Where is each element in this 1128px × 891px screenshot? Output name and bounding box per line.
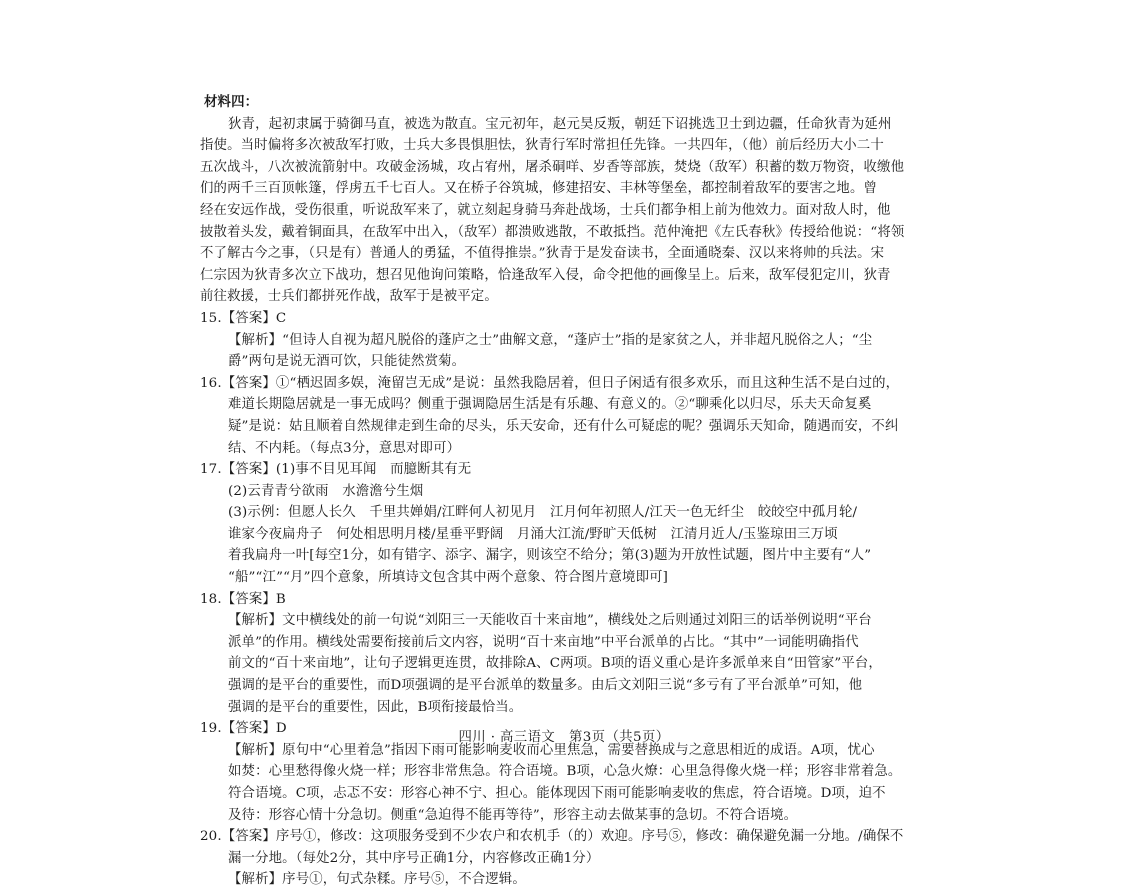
q17-answer-line: 17.【答案】(1)事不目见耳闻 而臆断其有无 [200,462,472,478]
material-4-line: 披散着头发，戴着铜面具，在敌军中出入，（敌军）都溃败逃散，不敢抵挡。范仲淹把《左氏春秋》传授给他说：“将领 [200,224,905,240]
q17-answer-line: 谁家今夜扁舟子 何处相思明月楼/星垂平野阔 月涌大江流/野旷天低树 江清月近人/玉鉴琼田三万顷 [228,526,838,542]
q15-analysis-line: 【解析】“但诗人自视为超凡脱俗的蓬庐之士”曲解文意，“蓬庐士”指的是家贫之人，并非超凡脱俗之人；“尘 [228,332,873,348]
q19-analysis-line: 【解析】原句中“心里着急”指因下雨可能影响麦收而心里焦急，需要替换成与之意思相近的成语。A项，忧心 [228,742,875,758]
q18-analysis-line: 派单”的作用。横线处需要衔接前后文内容，说明“百十来亩地”中平台派单的占比。“其中”一词能明确指代 [228,634,859,650]
q18-analysis-line: 【解析】文中横线处的前一句说“刘阳三一天能收百十来亩地”，横线处之后则通过刘阳三的话举例说明“平台 [228,613,872,629]
q20-analysis-line: 【解析】序号①，句式杂糅。序号⑤，不合逻辑。 [228,872,526,888]
material-4-line: 指使。当时偏将多次被敌军打败，士兵大多畏惧胆怯，狄青行军时常担任先锋。一共四年，（他）前后经历大小二十 [200,138,884,154]
q20-answer-line: 20.【答案】序号①，修改：这项服务受到不少农户和农机手（的）欢迎。序号⑤，修改：确保避免漏一分地。/确保不 [200,829,904,845]
q19-answer: 19.【答案】D [200,721,287,737]
q16-answer-line: 疑”是说：姑且顺着自然规律走到生命的尽头，乐天安命，还有什么可疑虑的呢？强调乐天知命，随遇而安，不纠 [228,418,899,434]
q18-analysis-line: 前文的“百十来亩地”，让句子逻辑更连贯，故排除A、C两项。B项的语义重心是许多派单来自“田管家”平台， [228,656,882,672]
q18-analysis-line: 强调的是平台的重要性，因此，B项衔接最恰当。 [228,699,523,715]
q17-answer-line: (3)示例：但愿人长久 千里共婵娟/江畔何人初见月 江月何年初照人/江天一色无纤尘 皎皎空中孤月轮/ [228,505,858,521]
material-4-line: 狄青，起初隶属于骑御马直，被选为散直。宝元初年，赵元昊反叛，朝廷下诏挑选卫士到边疆，任命狄青为延州 [228,116,892,132]
page-footer: 四川 · 高三语文 第3页（共5页） [458,730,670,745]
q19-analysis-line: 符合语境。C项，忐忑不安：形容心神不宁、担心。能体现因下雨可能影响麦收的焦虑，符合语境。D项，迫不 [228,786,886,801]
q19-analysis-line: 及待：形容心情十分急切。侧重“急迫得不能再等待”，形容主动去做某事的急切。不符合语境。 [228,807,798,823]
q16-answer-line: 结、不内耗。（每点3分，意思对即可） [228,440,461,456]
q16-answer-line: 16.【答案】①“栖迟固多娱，淹留岂无成”是说：虽然我隐居着，但日子闲适有很多欢乐，而且这种生活不是白过的， [200,375,900,391]
material-4-line: 们的两千三百顶帐篷，俘虏五千七百人。又在桥子谷筑城，修建招安、丰林等堡垒，都控制着敌军的要害之地。曾 [200,181,878,197]
material-4-line: 仁宗因为狄青多次立下战功，想召见他询问策略，恰逢敌军入侵，命令把他的画像呈上。后来，敌军侵犯定川，狄青 [200,267,891,283]
material-4-line: 不了解古今之事，（只是有）普通人的勇猛，不值得推崇。”狄青于是发奋读书，全面通晓秦、汉以来将帅的兵法。宋 [200,246,885,262]
q15-analysis-line: 爵”两句是说无酒可饮，只能徒然赏菊。 [228,354,466,370]
q16-answer-line: 难道长期隐居就是一事无成吗？侧重于强调隐居生活是有乐趣、有意义的。②“聊乘化以归尽，乐夫天命复奚 [228,397,872,413]
q17-answer-line: “船”“江”“月”四个意象，所填诗文包含其中两个意象、符合图片意境即可] [228,570,669,586]
q17-answer-line: 着我扁舟一叶[每空1分，如有错字、添字、漏字，则该空不给分；第(3)题为开放性试题，图片中主要有“人” [228,548,872,564]
q15-answer: 15.【答案】C [200,310,287,326]
q19-analysis-line: 如焚：心里愁得像火烧一样；形容非常焦急。符合语境。B项，心急火燎：心里急得像火烧一样；形容非常着急。 [228,764,902,780]
q20-answer-line: 漏一分地。（每处2分，其中序号正确1分，内容修改正确1分） [228,850,600,866]
q18-analysis-line: 强调的是平台的重要性，而D项强调的是平台派单的数量多。由后文刘阳三说“多亏有了平台派单”可知，他 [228,678,863,694]
q18-answer: 18.【答案】B [200,591,286,607]
page-content [200,92,960,891]
material-4-line: 五次战斗，八次被流箭射中。攻破金汤城，攻占宥州，屠杀硐咩、岁香等部族，焚烧（敌军）积蓄的数万物资，收缴他 [200,159,905,175]
material-4-line: 经在安远作战，受伤很重，听说敌军来了，就立刻起身骑马奔赴战场，士兵们都争相上前为他效力。面对敌人时，他 [200,202,891,218]
q17-answer-line: (2)云青青兮欲雨 水澹澹兮生烟 [228,483,424,499]
material-4-heading: 材料四： [204,94,259,110]
material-4-line: 前往救援，士兵们都拼死作战，敌军于是被平定。 [200,289,498,305]
